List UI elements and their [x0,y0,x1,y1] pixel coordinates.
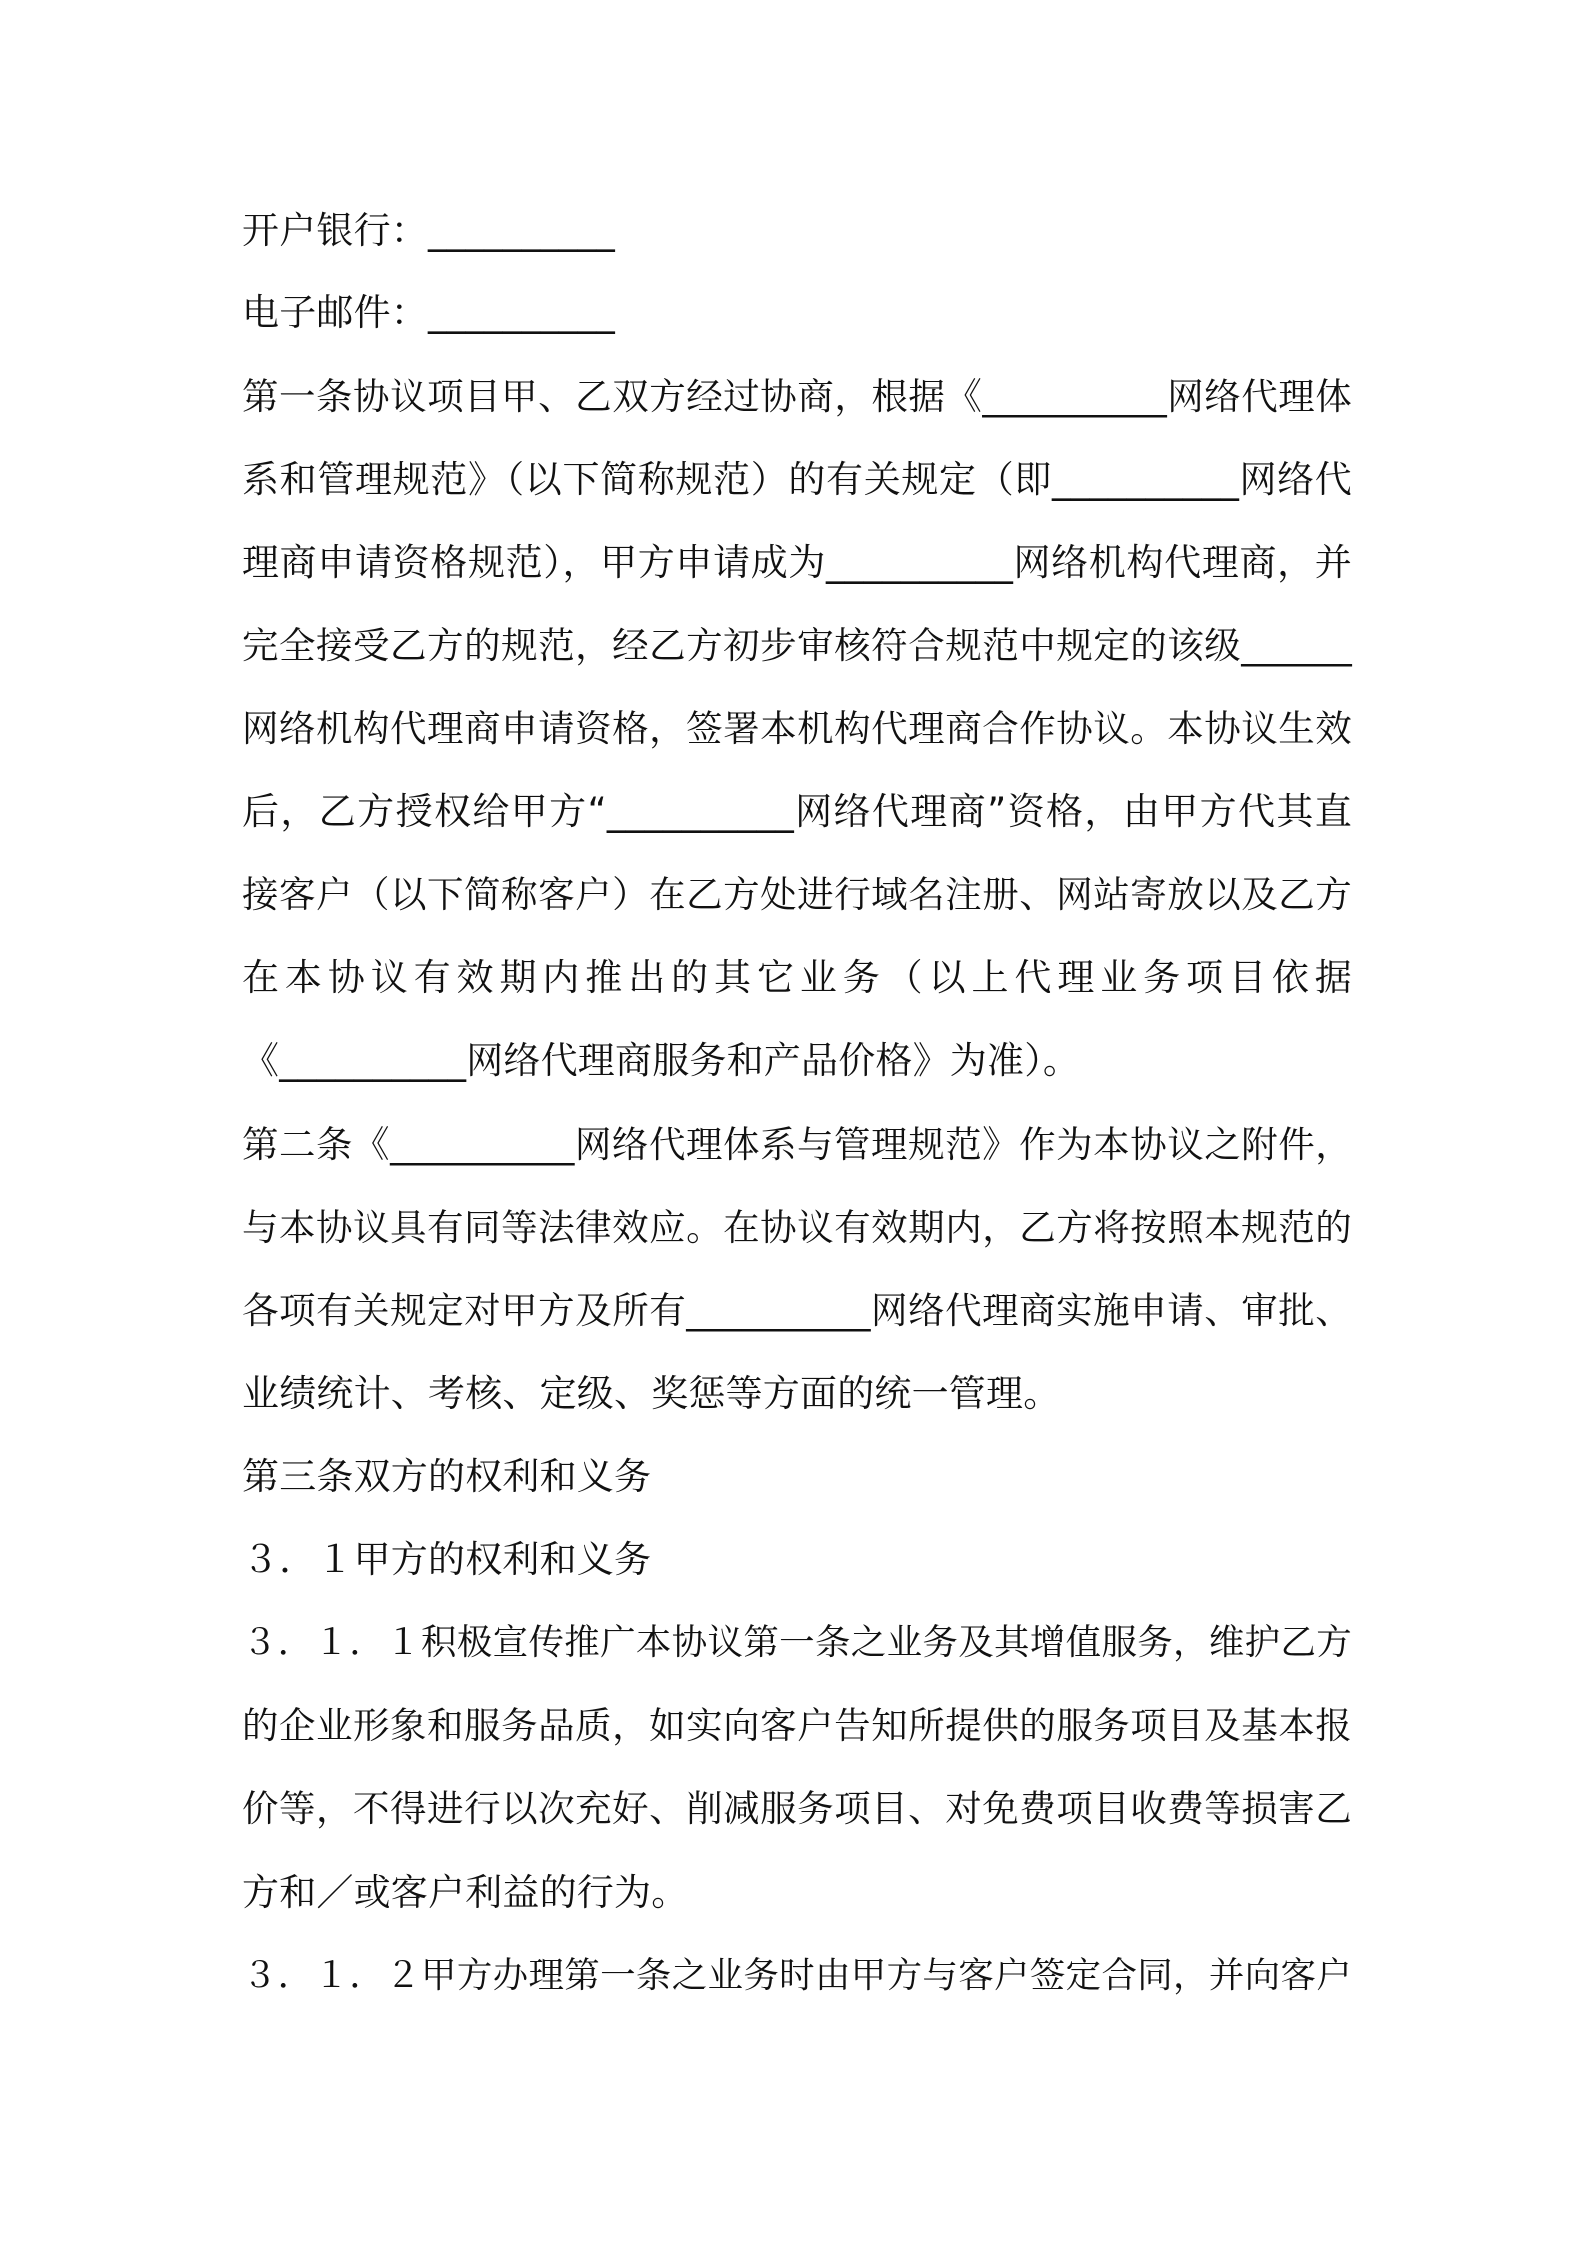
text-line: 第二条《__________网络代理体系与管理规范》作为本协议之附件， [242,1123,1352,1166]
text-line: 方和／或客户利益的行为。 [242,1871,689,1914]
subsection-heading: ３．１甲方的权利和义务 [242,1538,652,1581]
text-line: 后，乙方授权给甲方“__________网络代理商”资格，由甲方代其直 [242,790,1352,833]
text-line: ３．１．１积极宣传推广本协议第一条之业务及其增值服务，维护乙方 [242,1622,1352,1663]
text-line: 各项有关规定对甲方及所有__________网络代理商实施申请、审批、 [242,1289,1352,1332]
text-line: 的企业形象和服务品质，如实向客户告知所提供的服务项目及基本报 [242,1704,1352,1747]
section-heading: 第三条双方的权利和义务 [242,1455,652,1498]
text-line-email: 电子邮件：__________ [242,291,615,334]
text-line-bank: 开户银行：__________ [242,209,615,252]
text-line: 在本协议有效期内推出的其它业务（以上代理业务项目依据 [242,956,1352,999]
text-line: 接客户（以下简称客户）在乙方处进行域名注册、网站寄放以及乙方 [242,873,1352,916]
text-line: 理商申请资格规范），甲方申请成为__________网络机构代理商，并 [242,541,1352,584]
text-line: 网络机构代理商申请资格，签署本机构代理商合作协议。本协议生效 [242,707,1352,750]
text-line: 第一条协议项目甲、乙双方经过协商，根据《__________网络代理体 [242,375,1352,418]
text-line: 《__________网络代理商服务和产品价格》为准）。 [242,1039,1081,1082]
text-line: ３．１．２甲方办理第一条之业务时由甲方与客户签定合同，并向客户 [242,1955,1352,1996]
text-line: 系和管理规范》（以下简称规范）的有关规定（即__________网络代 [242,458,1352,501]
text-line: 完全接受乙方的规范，经乙方初步审核符合规范中规定的该级______ [242,624,1352,667]
text-line: 价等，不得进行以次充好、削减服务项目、对免费项目收费等损害乙 [242,1787,1352,1830]
text-line: 业绩统计、考核、定级、奖惩等方面的统一管理。 [242,1372,1061,1415]
text-line: 与本协议具有同等法律效应。在协议有效期内，乙方将按照本规范的 [242,1206,1352,1249]
